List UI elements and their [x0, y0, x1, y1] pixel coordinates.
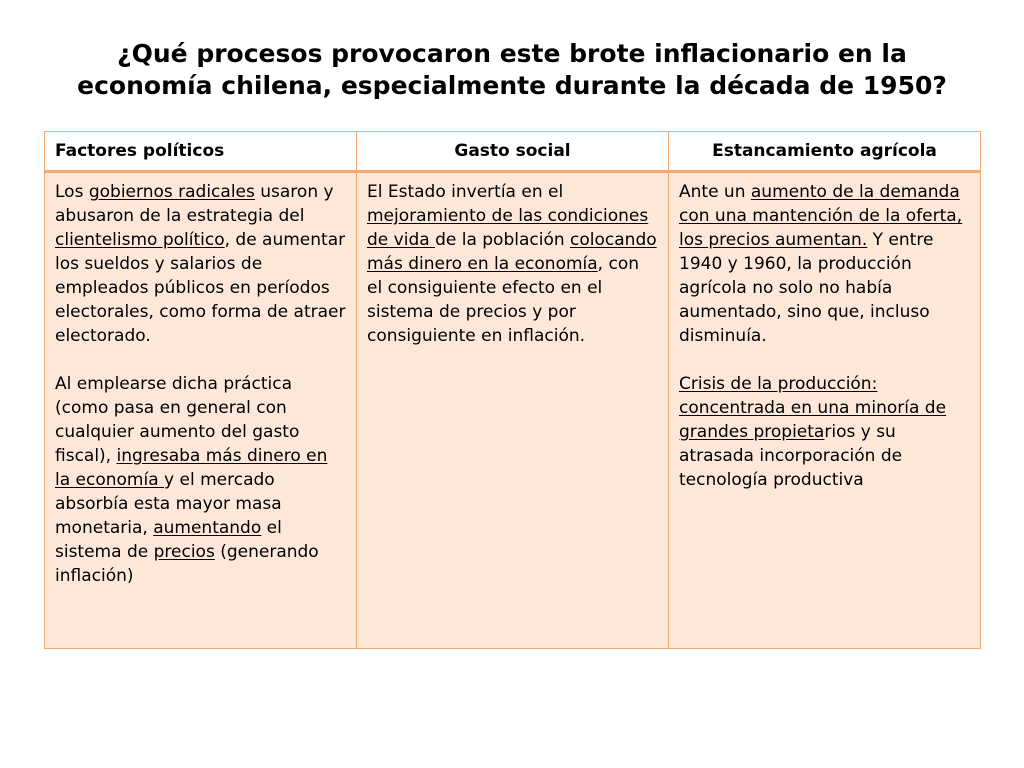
cell-gasto-social	[357, 172, 669, 649]
body-text: y el mercado absorbía esta mayor masa monetaria,	[55, 470, 282, 538]
cell-paragraph	[367, 180, 658, 348]
body-text: , con el consiguiente efecto en el sistema de precios y por consiguiente en inflación.	[367, 254, 640, 346]
cell-paragraph	[679, 372, 970, 492]
underlined-text: ingresaba más dinero en la economía	[55, 446, 328, 490]
underlined-text: precios	[153, 542, 215, 562]
comparison-table-container	[44, 131, 981, 649]
underlined-text: clientelismo político	[55, 230, 225, 250]
slide-title-line-2: economía chilena, especialmente durante la década de 1950?	[77, 71, 947, 100]
comparison-table	[44, 131, 981, 649]
body-text: (generando inflación)	[55, 542, 319, 586]
underlined-text: aumentando	[153, 518, 262, 538]
underlined-text: colocando más dinero en la economía	[367, 230, 657, 274]
column-header-factores-politicos: Factores políticos	[45, 132, 357, 172]
body-text: Los	[55, 182, 89, 202]
cell-estancamiento-agricola	[669, 172, 981, 649]
table-header-row	[45, 132, 981, 172]
body-text: Ante un	[679, 182, 751, 202]
body-text: Al emplearse dicha práctica (como pasa en general con cualquier aumento del gasto fiscal),	[55, 374, 300, 466]
underlined-text: gobiernos radicales	[88, 182, 255, 202]
underlined-text: Crisis de la producción: concentrada en una minoría de grandes propieta	[679, 374, 947, 442]
slide-title-line-1: ¿Qué procesos provocaron este brote inflacionario en la	[117, 39, 907, 68]
body-text: usaron y abusaron de la estrategia del	[55, 182, 334, 226]
cell-paragraph	[55, 180, 346, 348]
underlined-text: mejoramiento de las condiciones de vida	[367, 206, 649, 250]
body-text: rios y su atrasada incorporación de tecnología productiva	[679, 422, 903, 490]
table-body-row	[45, 172, 981, 649]
body-text: El Estado invertía en el	[367, 182, 564, 202]
body-text: de la población	[435, 230, 571, 250]
cell-factores-politicos	[45, 172, 357, 649]
column-header-gasto-social: Gasto social	[357, 132, 669, 172]
cell-paragraph	[55, 372, 346, 588]
body-text: Y entre 1940 y 1960, la producción agrícola no solo no había aumentado, sino que, incluso disminuía.	[679, 230, 934, 346]
underlined-text: aumento de la demanda con una mantención de la oferta, los precios aumentan.	[679, 182, 963, 250]
slide-title	[40, 38, 984, 102]
body-text: , de aumentar los sueldos y salarios de empleados públicos en períodos electorales, como forma de atraer electorado.	[55, 230, 346, 346]
body-text: el sistema de	[55, 518, 282, 562]
cell-paragraph	[679, 180, 970, 348]
column-header-estancamiento-agricola: Estancamiento agrícola	[669, 132, 981, 172]
